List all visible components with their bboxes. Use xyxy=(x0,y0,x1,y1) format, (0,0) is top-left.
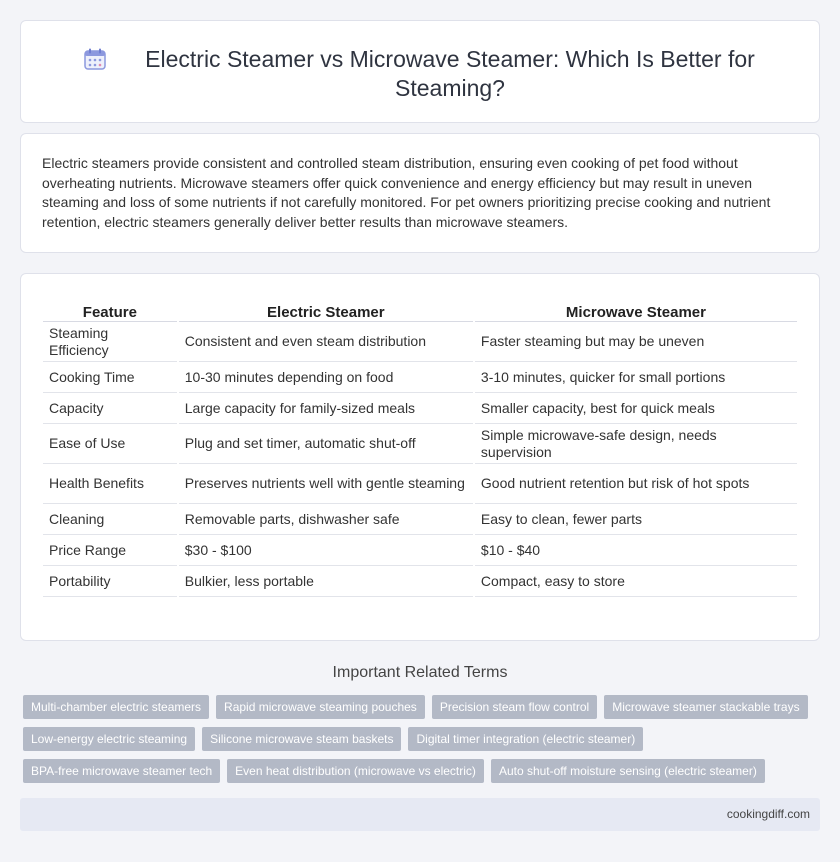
table-row xyxy=(43,566,797,597)
comparison-table xyxy=(41,294,799,597)
row-electric-value: Consistent and even steam distribution xyxy=(179,322,473,362)
related-tag[interactable]: BPA-free microwave steamer tech xyxy=(23,759,220,783)
row-microwave-value: Faster steaming but may be uneven xyxy=(475,322,797,362)
row-feature: Steaming Efficiency xyxy=(43,322,177,362)
table-row xyxy=(43,322,797,362)
related-tag[interactable]: Multi-chamber electric steamers xyxy=(23,695,209,719)
row-feature: Ease of Use xyxy=(43,424,177,464)
related-terms-heading: Important Related Terms xyxy=(332,664,508,681)
summary-card xyxy=(20,133,820,253)
row-electric-value: 10-30 minutes depending on food xyxy=(179,362,473,393)
comparison-table-card xyxy=(20,273,820,641)
row-feature: Cleaning xyxy=(43,504,177,535)
related-tag[interactable]: Low-energy electric steaming xyxy=(23,727,195,751)
table-row xyxy=(43,535,797,566)
row-electric-value: Large capacity for family-sized meals xyxy=(179,393,473,424)
page-title: Electric Steamer vs Microwave Steamer: Which Is Better for Steaming? xyxy=(145,46,755,101)
row-feature: Portability xyxy=(43,566,177,597)
row-electric-value: Bulkier, less portable xyxy=(179,566,473,597)
header-electric-steamer: Electric Steamer xyxy=(179,294,473,322)
row-microwave-value: Compact, easy to store xyxy=(475,566,797,597)
row-microwave-value: $10 - $40 xyxy=(475,535,797,566)
row-microwave-value: 3-10 minutes, quicker for small portions xyxy=(475,362,797,393)
row-feature: Price Range xyxy=(43,535,177,566)
related-tag[interactable]: Precision steam flow control xyxy=(432,695,597,719)
related-tag[interactable]: Auto shut-off moisture sensing (electric steamer) xyxy=(491,759,765,783)
header-feature: Feature xyxy=(43,294,177,322)
row-electric-value: $30 - $100 xyxy=(179,535,473,566)
row-feature: Capacity xyxy=(43,393,177,424)
row-electric-value: Removable parts, dishwasher safe xyxy=(179,504,473,535)
footer-site-link[interactable]: cookingdiff.com xyxy=(726,807,810,821)
related-terms-tags xyxy=(23,695,819,791)
related-tag[interactable]: Even heat distribution (microwave vs electric) xyxy=(227,759,484,783)
table-header-row xyxy=(43,294,797,322)
header-microwave-steamer: Microwave Steamer xyxy=(475,294,797,322)
table-row xyxy=(43,464,797,504)
row-electric-value: Preserves nutrients well with gentle steaming xyxy=(179,464,473,504)
summary-text: Electric steamers provide consistent and controlled steam distribution, ensuring even cooking of pet food without overheating nutrients. Microwave steamers offer quick convenience and energy efficiency but may result in uneven steaming and loss of some nutrients if not carefully monitored. For pet owners prioritizing precise cooking and nutrient retention, electric steamers generally deliver better results than microwave steamers. xyxy=(42,155,771,230)
table-row xyxy=(43,362,797,393)
title-card xyxy=(20,20,820,123)
related-tag[interactable]: Rapid microwave steaming pouches xyxy=(216,695,425,719)
table-row xyxy=(43,393,797,424)
row-microwave-value: Simple microwave-safe design, needs supervision xyxy=(475,424,797,464)
row-microwave-value: Good nutrient retention but risk of hot spots xyxy=(475,464,797,504)
related-tag[interactable]: Digital timer integration (electric steamer) xyxy=(408,727,643,751)
row-feature: Cooking Time xyxy=(43,362,177,393)
row-electric-value: Plug and set timer, automatic shut-off xyxy=(179,424,473,464)
row-microwave-value: Smaller capacity, best for quick meals xyxy=(475,393,797,424)
footer xyxy=(20,798,820,831)
row-feature: Health Benefits xyxy=(43,464,177,504)
table-row xyxy=(43,504,797,535)
related-tag[interactable]: Silicone microwave steam baskets xyxy=(202,727,401,751)
row-microwave-value: Easy to clean, fewer parts xyxy=(475,504,797,535)
related-tag[interactable]: Microwave steamer stackable trays xyxy=(604,695,807,719)
table-row xyxy=(43,424,797,464)
